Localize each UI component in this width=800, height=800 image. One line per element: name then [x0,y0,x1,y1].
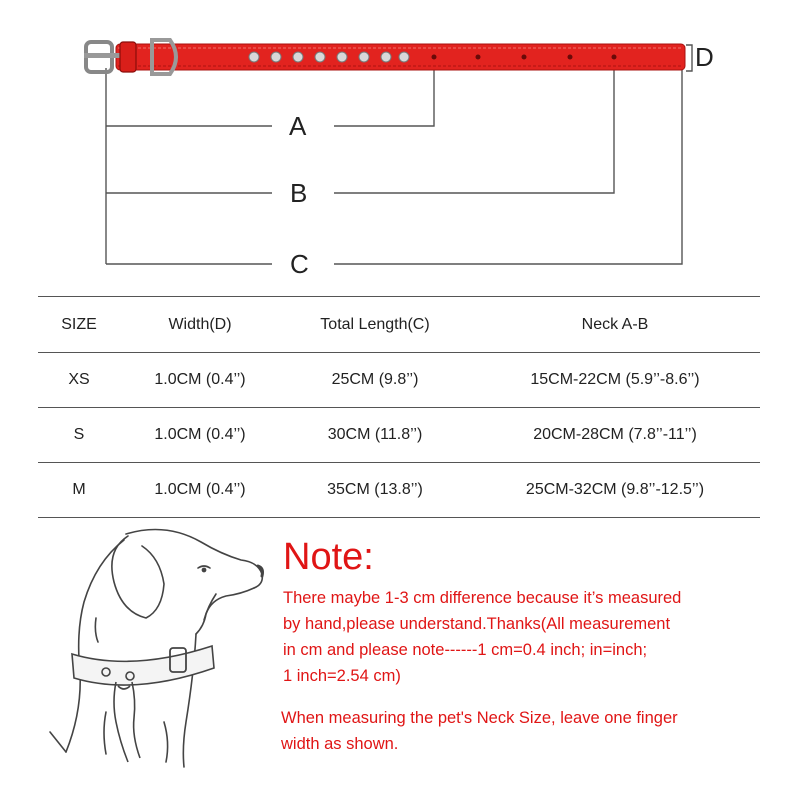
cell-size: XS [38,353,120,408]
note-line: by hand,please understand.Thanks(All measurement [283,615,671,633]
dimension-label-d: D [695,42,714,72]
measuring-tip-text [281,705,781,757]
note-line: width as shown. [281,735,399,753]
cell-neck: 15CM-22CM (5.9’’-8.6’’) [470,353,760,408]
cell-neck: 20CM-28CM (7.8’’-11’’) [470,408,760,463]
dimension-label-a: A [289,111,307,141]
cell-total-length: 35CM (13.8’’) [280,463,470,518]
cell-total-length: 30CM (11.8’’) [280,408,470,463]
note-line: When measuring the pet's Neck Size, leave one finger [281,709,678,727]
dimension-label-c: C [290,249,309,279]
cell-width: 1.0CM (0.4’’) [120,353,280,408]
cell-size: M [38,463,120,518]
header-size: SIZE [38,297,120,353]
c-line-right [334,66,682,264]
table-row [38,463,760,518]
table-row [38,408,760,463]
dimension-lines [106,45,692,264]
table-row [38,353,760,408]
d-bracket [686,45,692,71]
note-title: Note: [283,536,374,578]
dog-neck-illustration [36,522,276,772]
header-width: Width(D) [120,297,280,353]
collar-image [84,40,685,74]
cell-width: 1.0CM (0.4’’) [120,408,280,463]
cell-total-length: 25CM (9.8’’) [280,353,470,408]
cell-size: S [38,408,120,463]
header-neck: Neck A-B [470,297,760,353]
note-line: 1 inch=2.54 cm) [283,667,401,685]
finger-illustration [114,682,140,762]
collar-measurement-diagram [0,0,800,290]
b-line-right [334,68,614,193]
note-text [283,585,783,689]
note-line: There maybe 1-3 cm difference because it’s measured [283,589,682,607]
header-total-length: Total Length(C) [280,297,470,353]
dimension-label-b: B [290,178,308,208]
cell-neck: 25CM-32CM (9.8’’-12.5’’) [470,463,760,518]
note-line: in cm and please note------1 cm=0.4 inch; in=inch; [283,641,648,659]
size-chart-table [38,296,760,518]
table-header-row [38,297,760,353]
cell-width: 1.0CM (0.4’’) [120,463,280,518]
a-line-right [334,68,434,126]
